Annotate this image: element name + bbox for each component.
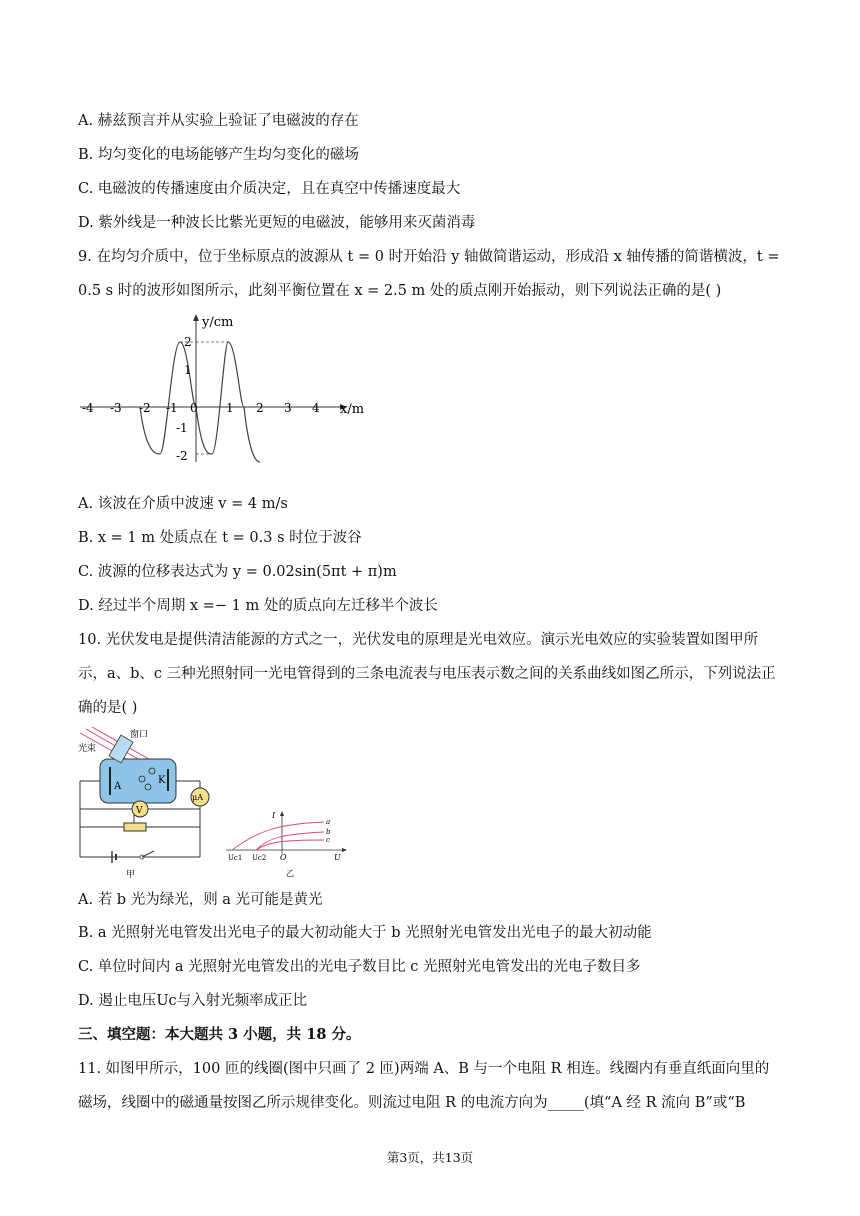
caption-yi: 乙 [286,869,294,878]
page-footer: 第3页，共13页 [386,1150,474,1165]
q11-stem: 11. 如图甲所示，100 匝的线圈(图中只画了 2 匝)两端 A、B 与一个电阻 R 相连。线圈内有垂直纸面向里的磁场，线圈中的磁通量按图乙所示规律变化。则流过电阻 R 的电流方向为_____(填“A 经 R 流向 B”或“B [78,1061,770,1111]
i-axis-label: I [272,811,276,820]
x-tick-1: 1 [226,401,234,415]
uc2-label: Uc2 [252,854,267,862]
curve-a-label: a [326,818,331,826]
q10-stem: 10. 光伏发电是提供清洁能源的方式之一，光伏发电的原理是光电效应。演示光电效应的实验装置如图甲所示，a、b、c 三种光照射同一光电管得到的三条电流表与电压表示数之间的关系曲线如图乙所示，下列说法正确的是( ) [78,632,776,716]
q8-option-b: B. 均匀变化的电场能够产生均匀变化的磁场 [78,147,359,163]
origin-label: O [280,853,287,862]
section-heading: 三、填空题：本大题共 3 小题，共 18 分。 [78,1026,361,1043]
y-tick-1: 1 [184,363,192,377]
svg-text:μA: μA [192,793,203,802]
uc1-label: Uc1 [228,854,243,862]
q10-option-c: C. 单位时间内 a 光照射光电管发出的光电子数目比 c 光照射光电管发出的光电子数目多 [78,959,641,975]
q10-option-b: B. a 光照射光电管发出光电子的最大初动能大于 b 光照射光电管发出光电子的最大初动能 [78,925,652,941]
q10-option-a: A. 若 b 光为绿光，则 a 光可能是黄光 [78,892,323,908]
q10-circuit-figure [78,727,218,879]
curve-c [256,840,324,850]
wave-curve [140,342,260,462]
x-tick-0: 0 [190,401,198,415]
caption-jia: 甲 [126,870,136,879]
curve-c-label: c [326,836,330,844]
svg-text:V: V [136,806,143,816]
cathode-label: K [158,775,166,786]
q9-option-b: B. x = 1 m 处质点在 t = 0.3 s 时位于波谷 [78,530,362,546]
window-label: 窗口 [130,730,149,740]
x-axis-label: x/m [340,402,365,417]
curve-b-label: b [326,828,331,836]
x-tick-4: 4 [312,401,320,415]
x-tick-m2: -2 [139,401,151,415]
curve-a [232,822,324,850]
q9-option-a: A. 该波在介质中波速 v = 4 m/s [78,496,288,512]
q9-option-c: C. 波源的位移表达式为 y = 0.02sin(5πt + π)m [78,564,397,580]
anode-label: A [114,781,122,792]
y-axis-arrow [193,314,199,321]
y-axis-label: y/cm [202,315,234,330]
x-tick-3: 3 [284,401,292,415]
y-tick-2: 2 [184,335,192,349]
beam-label: 光束 [78,744,97,754]
x-tick-m4: -4 [82,401,94,415]
q9-stem: 9. 在均匀介质中，位于坐标原点的波源从 t = 0 时开始沿 y 轴做简谐运动，形成沿 x 轴传播的简谐横波，t = 0.5 s 时的波形如图所示，此刻平衡位置在 x = 2.5 m 处的质点刚开始振动，则下列说法正确的是( ) [78,249,780,299]
x-tick-m1: -1 [166,401,178,415]
q8-option-d: D. 紫外线是一种波长比紫光更短的电磁波，能够用来灭菌消毒 [78,215,476,231]
q10-iu-graph [226,810,354,882]
y-tick-m2: -2 [176,449,188,463]
rheostat [124,823,146,831]
q8-option-a: A. 赫兹预言并从实验上验证了电磁波的存在 [78,113,359,129]
q9-option-d: D. 经过半个周期 x =− 1 m 处的质点向左迁移半个波长 [78,598,438,614]
q10-option-d: D. 遏止电压Uc与入射光频率成正比 [78,993,308,1009]
y-tick-m1: -1 [176,421,188,435]
x-tick-m3: -3 [110,401,122,415]
u-axis-label: U [334,853,341,862]
q9-wave-figure [78,312,378,472]
q8-option-c: C. 电磁波的传播速度由介质决定，且在真空中传播速度最大 [78,181,461,197]
x-tick-2: 2 [256,401,264,415]
